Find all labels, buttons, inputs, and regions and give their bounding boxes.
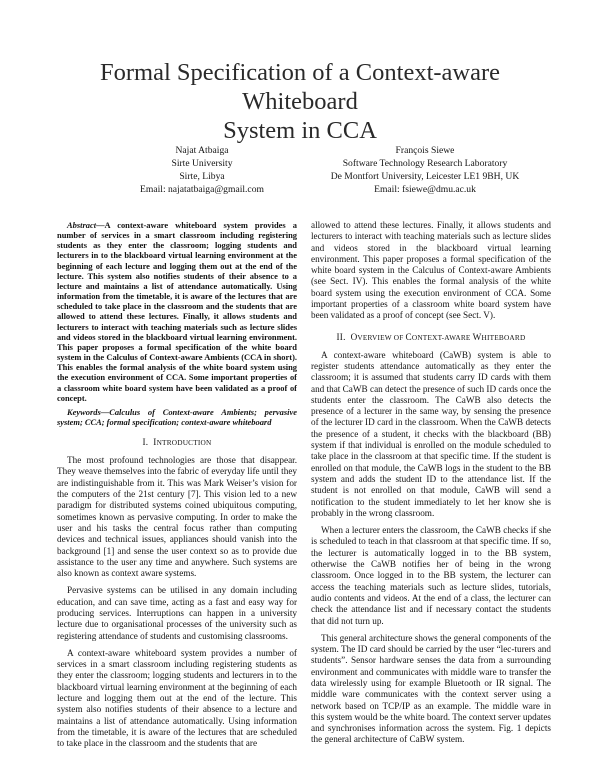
author-name: Najat Atbaiga [175,145,229,156]
author-location: Sirte, Libya [179,171,225,182]
title-line-1: Formal Specification of a Context-aware Whiteboard [99,59,501,115]
author-email: Email: najatatbaiga@gmail.com [140,184,264,195]
section-title-initial: O [350,331,358,342]
abstract-text: —A context-aware whiteboard system provides a number of services in a smart classroom including registering students as they enter the classroom; logging students and lecturers in to the blackboard virtual learning environment at the beginning of each lecture and logging them out at the end of the lecture. This system also notifies students of their absence to a lecture and maintains a list of attendance automatically. Using information from the timetable, it is aware of the lectures that are scheduled to take place in the classroom and the students that are allowed to attend these lectures. Finally, it allows students and lecturers to interact with teaching materials such as lecture slides and videos stored in the blackboard virtual learning environment. This paper proposes a formal specification of the white board system in the Calculus of Context-aware Ambients (CCA in short). This enables the formal analysis of the white board system using the execution environment of CCA. Some important properties of a classroom white board system have been validated as a proof of concept. [57,220,297,403]
section-heading-introduction [57,437,297,447]
right-column [311,220,551,746]
overview-paragraph-1: A context-aware whiteboard (CaWB) system is able to register students attendance automatically as they enter the classroom; it is assumed that students carry ID cards with them and that CaWB can detect the presence of such ID cards once the students enter the classroom. The CaWB also detects the presence of a lecturer in the same way, by sensing the presence of the lecturer ID card in the classroom. When the CaWB detects the presence of a student, it checks with the blackboard (BB) system if that individual is enrolled on the module scheduled to take place in the classroom at that specific time. If the student is enrolled on that module, the CaWB logs in the student to the BB system and adds the student ID to the attendance list. If the student is not enrolled on that module, CaWB will send a notification to the student immediately to let her know she is probably in the wrong classroom. [311,349,551,518]
author-email: Email: fsiewe@dmu.ac.uk [374,184,476,195]
author-affiliation: Software Technology Research Laboratory [342,158,508,169]
section-title-part: VERVIEW OF [357,332,406,342]
author-name: François Siewe [395,145,455,156]
overview-paragraph-2: When a lecturer enters the classroom, the CaWB checks if she is scheduled to teach in that classroom at that specific time. If so, the lecturer is automatically logged in to the BB system, otherwise the CaWB notifies her of being in the wrong classroom. Once logged in to the BB system, the lecturer can access the teaching materials such as lecture slides, tutorials, audio contents and videos. At the end of a class, the lecturer can check the attendance list and if necessary contact the students that did not turn up. [311,525,551,626]
author-location: De Montfort University, Leicester LE1 9BH, UK [330,171,520,182]
keywords-label: Keywords [67,406,101,417]
section-title-part: ONTEXT-AWARE [411,332,473,342]
section-number: II. [336,331,346,342]
title-line-2: System in CCA [223,117,377,144]
section-number: I. [142,437,149,448]
paper-title [40,58,560,145]
section-title-initial: W [472,331,482,342]
section-title-initial: I [153,437,157,448]
section-heading-overview [311,332,551,342]
intro-paragraph-3: A context-aware whiteboard system provides a number of services in a smart classroom including registering students as they enter the classroom; logging students and lecturers in to the blackboard virtual learning environment at the beginning of each lecture and logging them out at the end of the lecture. This system also notifies students of their absence to a lecture and maintains a list of attendance automatically. Using information from the timetable, it is aware of the lectures that are scheduled to take place in the classroom and the students that are [57,647,297,749]
intro-paragraph-3-continued: allowed to attend these lectures. Finally, it allows students and lecturers to interact with teaching materials such as lecture slides and videos stored in the blackboard virtual learning environment. This paper proposes a formal specification of the white board system in the Calculus of Context-aware Ambients (see Sect. IV). This enables the formal analysis of the white board system using the execution environment of CCA. Some important properties of a classroom white board system have been validated as a proof of concept (see Sect. V). [311,220,551,321]
intro-paragraph-1: The most profound technologies are those that disappear. They weave themselves into the fabric of everyday life until they are indistinguishable from it. This was Mark Weiser’s vision for the computers of the 21st century [7]. This vision led to a new paradigm for distributed systems coined ubiquitous computing, sometimes known as pervasive computing. In order to make the user and his tasks the central focus rather than computing devices and technical issues, appliances should vanish into the background [1] and sense the user context so as to provide due assistance to the user any time and anywhere. Such systems are also known as context aware systems. [57,455,297,579]
abstract [57,220,297,403]
section-title-rest: NTRODUCTION [156,438,212,448]
author-block-2 [300,144,550,196]
left-column [57,220,297,750]
section-title-part: HITEBOARD [481,332,526,342]
author-block-1 [102,144,302,196]
section-title-initial: C [405,331,412,342]
overview-paragraph-3: This general architecture shows the general components of the system. The ID card should be carried by the user “lec-turers and students”. Sensor hardware senses the data from a surrounding environment and communicates with middle ware to transfer the data wirelessly using for example Bluetooth or IR signal. The middle ware communicates with the context server using a network based on TCP/IP as an example. The middle ware in this system would be the white board. The context server updates and synchronises information across the system. Fig. 1 depicts the general architecture of CaBW system. [311,632,551,745]
abstract-label: Abstract [67,220,97,230]
keywords [57,407,297,427]
author-affiliation: Sirte University [171,158,233,169]
intro-paragraph-2: Pervasive systems can be utilised in any domain including education, and can save time, acting as a fast and easy way for producing services. Interruptions can happen in a university lecture due to organisational processes of the university such as registering attendance of students and customising classrooms. [57,585,297,641]
keywords-text: —Calculus of Context-aware Ambients; pervasive system; CCA; formal specification; context-aware whiteboard [57,406,297,427]
